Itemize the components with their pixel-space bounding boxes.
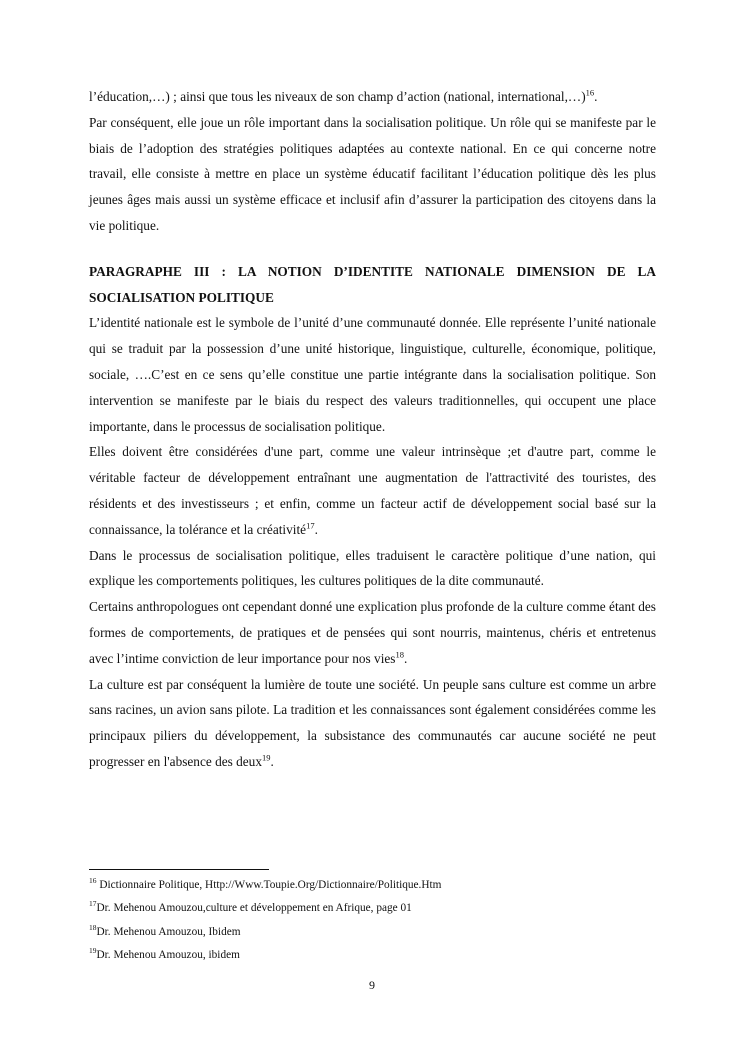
paragraph-2: Par conséquent, elle joue un rôle important dans la socialisation politique. Un rôle qui se manifeste par le biais de l’adoption des stratégies politiques adaptées au contexte national. En ce qui concerne notre travail, elle consiste à mettre en place un système éducatif facilitant l’éducation politique dès les plus jeunes âges mais aussi un système efficace et inclusif afin d’assurer la participation des citoyens dans la vie politique. bbox=[89, 114, 656, 233]
footnote-ref-16[interactable]: 16 bbox=[585, 87, 595, 98]
footnote-18: $^{18}$Dr. Mehenou Amouzou, Ibidem bbox=[89, 922, 241, 938]
footnotes bbox=[89, 874, 656, 967]
paragraph-1: l’éducation,…) ; ainsi que tous les niveaux de son champ d’action (national, international,…)$^{16}$. bbox=[89, 87, 598, 104]
footnote-separator bbox=[89, 869, 269, 870]
footnote-ref-18[interactable]: 18 bbox=[395, 649, 404, 660]
paragraph-5: Dans le processus de socialisation politique, elles traduisent le caractère politique d’une nation, qui explique les comportements politiques, les cultures politiques de la dite communauté. bbox=[89, 547, 656, 589]
section-heading: PARAGRAPHE III : LA NOTION D’IDENTITE NATIONALE DIMENSION DE LA SOCIALISATION POLITIQUE bbox=[89, 263, 656, 305]
footnote-17: $^{17}$Dr. Mehenou Amouzou,culture et développement en Afrique, page 01 bbox=[89, 899, 412, 915]
footnote-19: $^{19}$Dr. Mehenou Amouzou, ibidem bbox=[89, 946, 240, 961]
footnote-ref-17[interactable]: 17 bbox=[306, 520, 315, 531]
footnote-16: $^{16}$ Dictionnaire Politique, Http://Www.Toupie.Org/Dictionnaire/Politique.Htm bbox=[89, 876, 442, 891]
paragraph-4: Elles doivent être considérées d'une part, comme une valeur intrinsèque ;et d'autre part, comme le véritable facteur de développement entraînant une augmentation de l'attractivité des touristes, des résidents et des investisseurs ; et enfin, comme un facteur actif de développement social basé sur la connaissance, la tolérance et la créativité$^{17}$. bbox=[89, 444, 656, 537]
spacer bbox=[89, 239, 656, 259]
paragraph-6: Certains anthropologues ont cependant donné une explication plus profonde de la culture comme étant des formes de comportements, de pratiques et de pensées qui sont nourris, maintenus, chéris et entretenus avec l’intime conviction de leur importance pour nos vies$^{18}$. bbox=[89, 599, 656, 666]
document-body bbox=[89, 84, 656, 775]
paragraph-7: La culture est par conséquent la lumière de toute une société. Un peuple sans culture est comme un arbre sans racines, un avion sans pilote. La tradition et les connaissances sont également considérées comme les principaux piliers du développement, la subsistance des communautés car aucune société ne peut progresser en l'absence des deux$^{19}$. bbox=[89, 676, 656, 769]
paragraph-3: L’identité nationale est le symbole de l’unité d’une communauté donnée. Elle représente l’unité nationale qui se traduit par la possession d’une unité historique, linguistique, culturelle, économique, politique, sociale, ….C’est en ce sens qu’elle constitue une partie intégrante dans la socialisation politique. Son intervention se manifeste par le biais du respect des valeurs traditionnelles, qui occupent une place importante, dans le processus de socialisation politique. bbox=[89, 315, 656, 434]
page-number: 9 bbox=[369, 978, 375, 992]
footnote-ref-19[interactable]: 19 bbox=[261, 752, 271, 763]
